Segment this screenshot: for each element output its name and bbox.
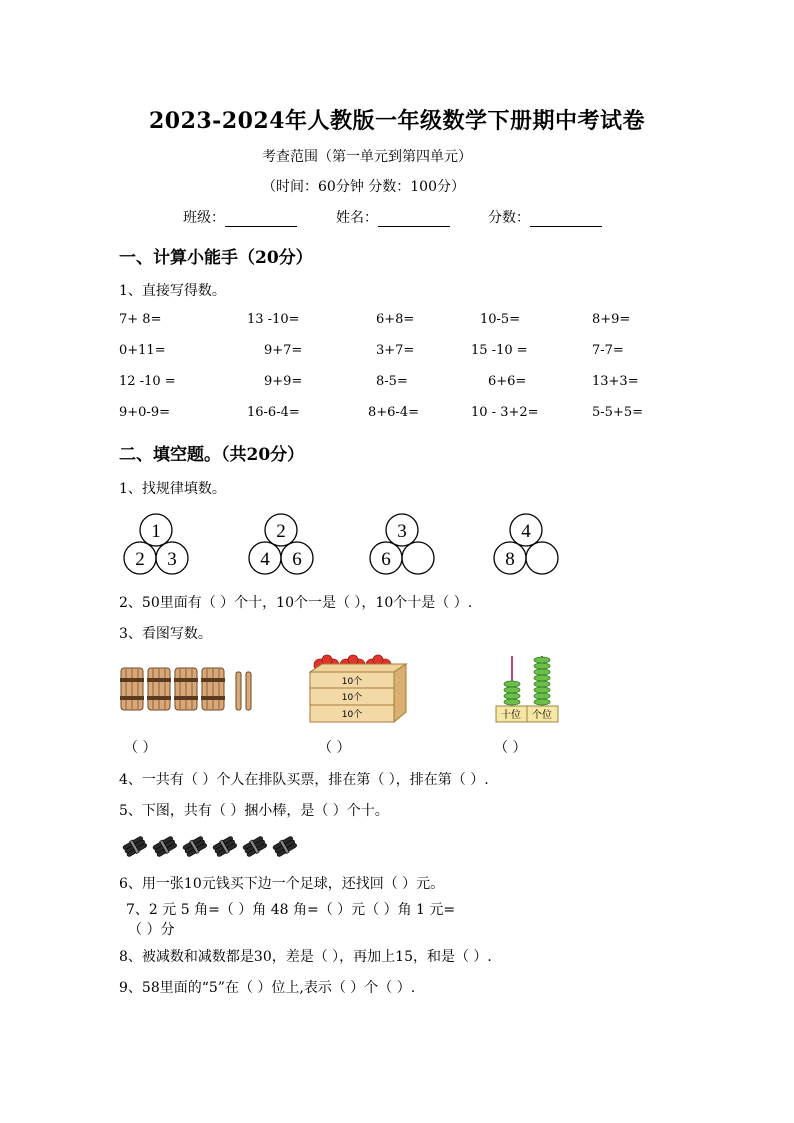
circle-group-4 (488, 510, 568, 580)
equation: 16-6-4= (247, 405, 300, 420)
page-title: 2023-2024年人教版一年级数学下册期中考试卷 (148, 108, 646, 134)
stick-bundles-image (118, 664, 268, 714)
crate-label: 10个 (341, 710, 363, 720)
section2-q7-line2: （ ）分 (128, 922, 175, 938)
abacus-label: 个位 (532, 710, 552, 721)
circle-number: 6 (292, 549, 302, 570)
section2-q6: 6、用一张10元钱买下边一个足球，还找回（ ）元。 (119, 876, 445, 892)
class-field (183, 207, 297, 227)
section2-q5: 5、下图，共有（ ）捆小棒，是（ ）个十。 (119, 803, 389, 819)
section2-heading: 二、填空题。（共20分） (119, 445, 305, 465)
circle-group-1 (118, 510, 198, 580)
equation: 6+8= (376, 312, 415, 327)
section2-q9: 9、58里面的“5”在（ ）位上,表示（ ）个（ ）. (119, 980, 416, 996)
equation: 13 -10= (247, 312, 300, 327)
time-score: （时间：60分钟 分数：100分） (262, 179, 465, 195)
circle-number: 1 (151, 521, 161, 542)
equation: 5-5+5= (592, 405, 643, 420)
name-blank[interactable] (378, 212, 450, 227)
section2-q7-line1: 7、2 元 5 角=（ ）角 48 角=（ ）元（ ）角 1 元= (126, 902, 456, 918)
apple-crate-image (306, 656, 410, 724)
section2-q1: 1、找规律填数。 (119, 481, 226, 497)
section1-q1: 1、直接写得数。 (119, 283, 226, 299)
name-field (336, 207, 450, 227)
equation: 7+ 8= (119, 312, 162, 327)
circle-group-2 (243, 510, 323, 580)
circle-number: 3 (167, 549, 177, 570)
circle-number: 8 (505, 549, 515, 570)
equation: 10-5= (480, 312, 521, 327)
abacus-image (494, 654, 560, 726)
section1-heading: 一、计算小能手（20分） (119, 248, 313, 268)
equation: 8+6-4= (368, 405, 419, 420)
score-label: 分数： (488, 210, 530, 226)
circle-number: 3 (397, 521, 407, 542)
circle-number: 6 (381, 549, 391, 570)
section2-q4: 4、一共有（ ）个人在排队买票，排在第（ ），排在第（ ）. (119, 772, 489, 788)
score-blank[interactable] (530, 212, 602, 227)
equation: 7-7= (592, 343, 624, 358)
equation: 9+0-9= (119, 405, 170, 420)
abacus-label: 十位 (501, 710, 521, 721)
section2-q3: 3、看图写数。 (119, 626, 212, 642)
class-blank[interactable] (225, 212, 297, 227)
name-label: 姓名： (336, 210, 378, 226)
exam-scope: 考查范围（第一单元到第四单元） (262, 149, 472, 165)
answer-blank[interactable]: （ ） (318, 740, 351, 756)
circle-number: 4 (260, 549, 270, 570)
equation: 8-5= (376, 374, 408, 389)
circle-number: 2 (276, 521, 286, 542)
equation: 13+3= (592, 374, 639, 389)
answer-blank[interactable]: （ ） (124, 740, 157, 756)
section2-q8: 8、被减数和减数都是30，差是（ ），再加上15，和是（ ）. (119, 949, 492, 965)
crate-label: 10个 (341, 677, 363, 687)
equation: 3+7= (376, 343, 415, 358)
crate-label: 10个 (341, 693, 363, 703)
circle-number: 2 (135, 549, 145, 570)
black-bundles-image (120, 831, 306, 863)
equation: 12 -10 = (119, 374, 176, 389)
equation: 9+9= (264, 374, 303, 389)
section2-q2: 2、50里面有（ ）个十，10个一是（ ），10个十是（ ）. (119, 595, 473, 611)
answer-blank[interactable]: （ ） (494, 740, 527, 756)
class-label: 班级： (183, 210, 225, 226)
circle-number: 4 (521, 521, 531, 542)
equation: 0+11= (119, 343, 166, 358)
equation: 10 - 3+2= (471, 405, 539, 420)
circle-group-3 (364, 510, 444, 580)
equation: 6+6= (488, 374, 527, 389)
score-field (488, 207, 602, 227)
equation: 15 -10 = (471, 343, 528, 358)
equation: 8+9= (592, 312, 631, 327)
equation: 9+7= (264, 343, 303, 358)
